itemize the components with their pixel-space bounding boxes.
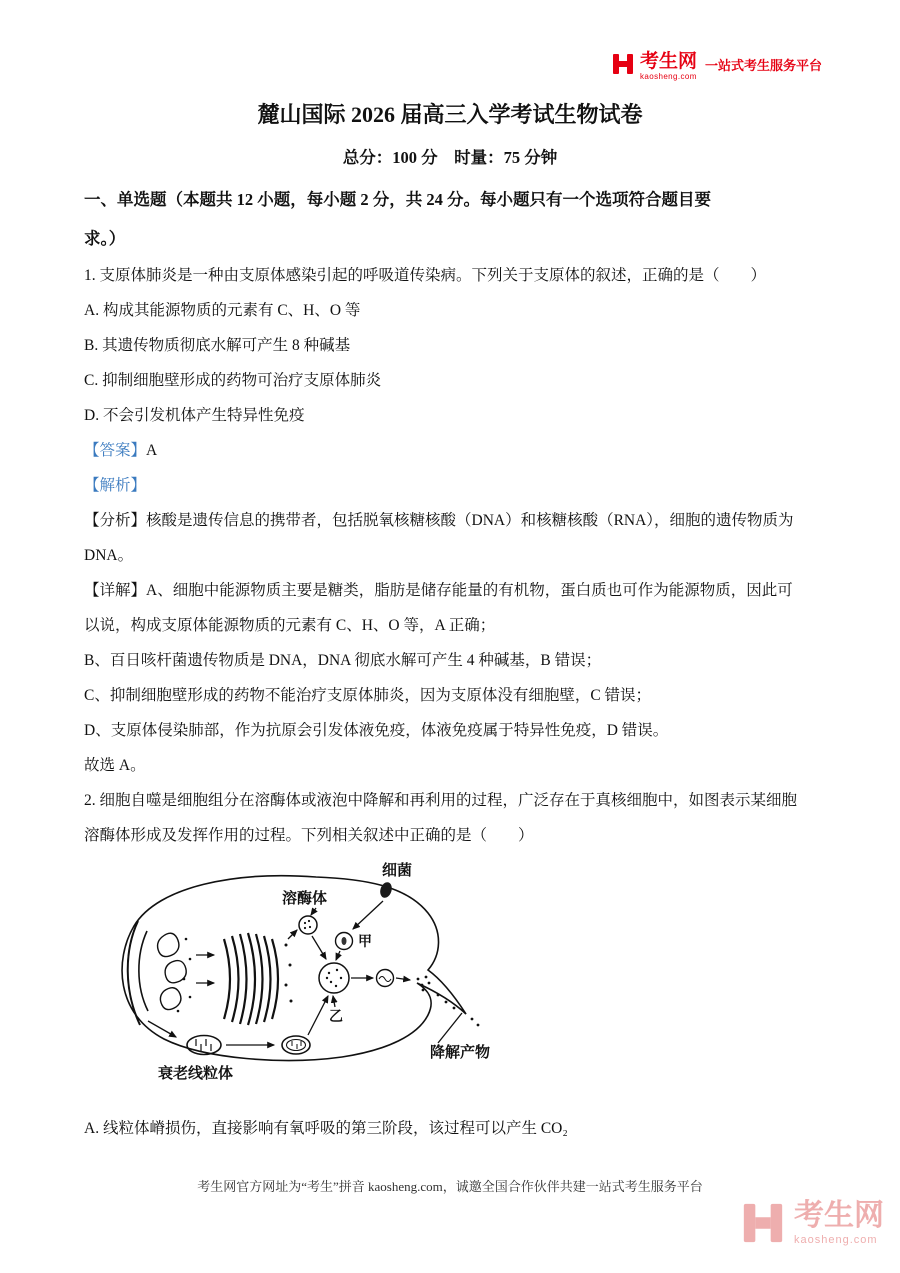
kaosheng-watermark (740, 1200, 884, 1246)
brand-tagline: 一站式考生服务平台 (704, 58, 822, 73)
q1-xiangjie-line: 以说，构成支原体能源物质的元素有 C、H、O 等，A 正确； (84, 616, 496, 634)
lysosome (282, 889, 327, 934)
q1-xiangjie-line: C、抑制细胞壁形成的药物不能治疗支原体肺炎，因为支原体没有细胞壁，C 错误； (84, 686, 652, 704)
q2-stem-line: 溶酶体形成及发挥作用的过程。下列相关叙述中正确的是（ ） (84, 826, 534, 844)
mitochondria-label: 衰老线粒体 (158, 1065, 234, 1082)
q1-jiexi-label: 【解析】 (84, 476, 147, 494)
section-header-line: 一、单选题（本题共 12 小题，每小题 2 分，共 24 分。每小题只有一个选项符合题目要 (84, 189, 711, 209)
q1-fenxi-line: 【分析】核酸是遗传信息的携带者，包括脱氧核糖核酸（DNA）和核糖核酸（RNA），细胞的遗传物质为 (84, 511, 794, 529)
kaosheng-logo-icon (611, 52, 635, 76)
cell-autophagy-diagram (86, 859, 566, 1107)
bacterium-label: 细菌 (382, 862, 413, 879)
q1-option-b: B. 其遗传物质彻底水解可产生 8 种碱基 (84, 336, 351, 354)
golgi-apparatus (224, 933, 293, 1025)
q2-option-a: A. 线粒体嵴损伤，直接影响有氧呼吸的第三阶段，该过程可以产生 CO₂ (84, 1119, 568, 1137)
answer-value: A (146, 441, 158, 459)
q1-xiangjie-line: D、支原体侵染肺部，作为抗原会引发体液免疫，体液免疫属于特异性免疫，D 错误。 (84, 721, 669, 739)
answer-label: 【答案】 (84, 441, 147, 459)
q1-xiangjie-line: 【详解】A、细胞中能源物质主要是糖类，脂肪是储存能量的有机物，蛋白质也可作为能源物质，因此可 (84, 581, 793, 599)
products-label: 降解产物 (430, 1044, 491, 1061)
brand-domain: kaosheng.com (639, 72, 697, 81)
brand-header (611, 52, 822, 81)
kaosheng-watermark-icon (740, 1200, 786, 1246)
lysosome-fusion-arrow (312, 936, 326, 959)
lysosome-label: 溶酶体 (282, 890, 328, 907)
brand-name-block (640, 52, 697, 81)
golgi-to-lysosome-arrow (288, 930, 297, 939)
q1-xiangjie-line: B、百日咳杆菌遗传物质是 DNA，DNA 彻底水解可产生 4 种碱基，B 错误； (84, 651, 602, 669)
yi-label: 乙 (329, 1009, 343, 1025)
degradation-products (430, 1013, 490, 1061)
autolysosome-yi (319, 963, 349, 1025)
aging-mitochondria (148, 996, 328, 1082)
brand-name: 考生网 (639, 51, 697, 72)
q2-stem-line: 2. 细胞自噬是细胞组分在溶酶体或液泡中降解和再利用的过程，广泛存在于真核细胞中，如图表示某细胞 (84, 791, 798, 809)
section-header (84, 180, 816, 258)
watermark-text-block (794, 1198, 884, 1246)
endoplasmic-reticulum (128, 921, 192, 1025)
footer-note: 考生网官方网址为“考生”拼音 kaosheng.com，诚邀全国合作伙伴共建一站式考生服务平台 (197, 1179, 703, 1194)
q1-conclusion: 故选 A。 (84, 756, 146, 774)
jia-label: 甲 (358, 934, 372, 950)
q1-stem: 1. 支原体肺炎是一种由支原体感染引起的呼吸道传染病。下列关于支原体的叙述，正确的是（ ） (84, 266, 767, 284)
question-2 (84, 783, 816, 1146)
q1-option-c: C. 抑制细胞壁形成的药物可治疗支原体肺炎 (84, 371, 382, 389)
bacterium (353, 861, 412, 929)
phagosome-jia (336, 932, 373, 960)
section-header-line: 求。） (84, 228, 126, 248)
watermark-name: 考生网 (794, 1198, 884, 1232)
watermark-domain: kaosheng.com (794, 1233, 878, 1246)
q1-fenxi-line: DNA。 (84, 546, 134, 564)
page-subtitle: 总分：100 分 时量：75 分钟 (342, 147, 558, 167)
q1-option-a: A. 构成其能源物质的元素有 C、H、O 等 (84, 301, 361, 319)
q1-answer-line (84, 433, 816, 468)
question-1 (84, 258, 816, 783)
digestion-chain (351, 969, 479, 1026)
page-title: 麓山国际 2026 届高三入学考试生物试卷 (257, 102, 643, 127)
q1-option-d: D. 不会引发机体产生特异性免疫 (84, 406, 305, 424)
